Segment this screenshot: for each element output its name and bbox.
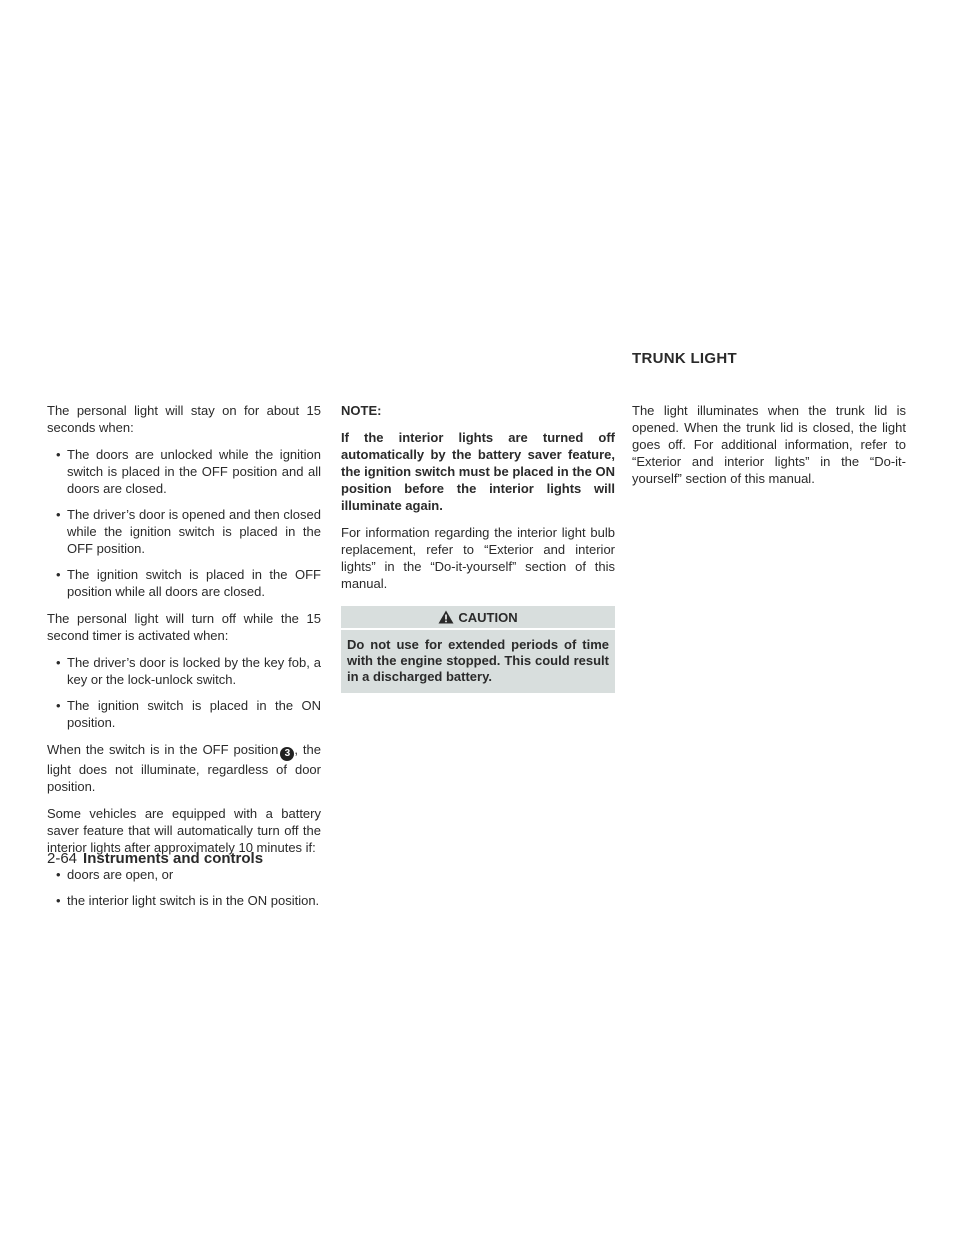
caution-header <box>341 606 615 630</box>
list-item: • The doors are unlocked while the ignition switch is placed in the OFF position and all doors are closed. <box>47 446 321 497</box>
middle-column <box>341 402 615 693</box>
caution-box <box>341 606 615 693</box>
paragraph: For information regarding the interior light bulb replacement, refer to “Exterior and interior lights” in the “Do-it-yourself” section of this manual. <box>341 525 615 591</box>
caution-body: Do not use for extended periods of time with the engine stopped. This could result in a discharged battery. <box>347 637 609 684</box>
left-column <box>47 402 321 919</box>
right-column <box>632 402 906 497</box>
chapter-title: Instruments and controls <box>83 850 264 867</box>
warning-triangle-icon <box>438 610 454 624</box>
section-title-trunk-light: TRUNK LIGHT <box>632 350 737 367</box>
paragraph: The personal light will turn off while the 15 second timer is activated when: <box>47 611 321 643</box>
page-footer <box>47 850 263 867</box>
bullet-list <box>47 446 321 600</box>
caution-title: CAUTION <box>458 609 518 625</box>
paragraph: Some vehicles are equipped with a battery saver feature that will automatically turn off the interior lights after approximately 10 minutes if: <box>47 805 321 855</box>
paragraph: The personal light will stay on for about 15 seconds when: <box>47 403 321 435</box>
list-item: • the interior light switch is in the ON position. <box>47 892 321 909</box>
list-item: • The ignition switch is placed in the ON position. <box>47 697 321 731</box>
paragraph: The light illuminates when the trunk lid is opened. When the trunk lid is closed, the light goes off. For additional information, refer to “Exterior and interior lights” in the “Do-it-yourself” section of this manual. <box>632 403 906 486</box>
callout-number-icon: 3 <box>280 747 294 761</box>
list-item: • The driver’s door is opened and then closed while the ignition switch is placed in the OFF position. <box>47 506 321 557</box>
list-item: • doors are open, or <box>47 866 321 883</box>
note-label: NOTE: <box>341 403 382 418</box>
bullet-list <box>47 654 321 731</box>
paragraph-text: When the switch is in the OFF position <box>47 742 279 757</box>
bullet-list <box>47 866 321 909</box>
paragraph-text: , the light does not illuminate, regardless of door position. <box>47 742 322 794</box>
list-item: • The driver’s door is locked by the key fob, a key or the lock-unlock switch. <box>47 654 321 688</box>
paragraph <box>47 741 321 795</box>
list-item: • The ignition switch is placed in the OFF position while all doors are closed. <box>47 566 321 600</box>
note-body: If the interior lights are turned off automatically by the battery saver feature, the ignition switch must be placed in the ON position before the interior lights will illuminate again. <box>341 430 615 513</box>
page-number: 2-64 <box>47 850 78 867</box>
